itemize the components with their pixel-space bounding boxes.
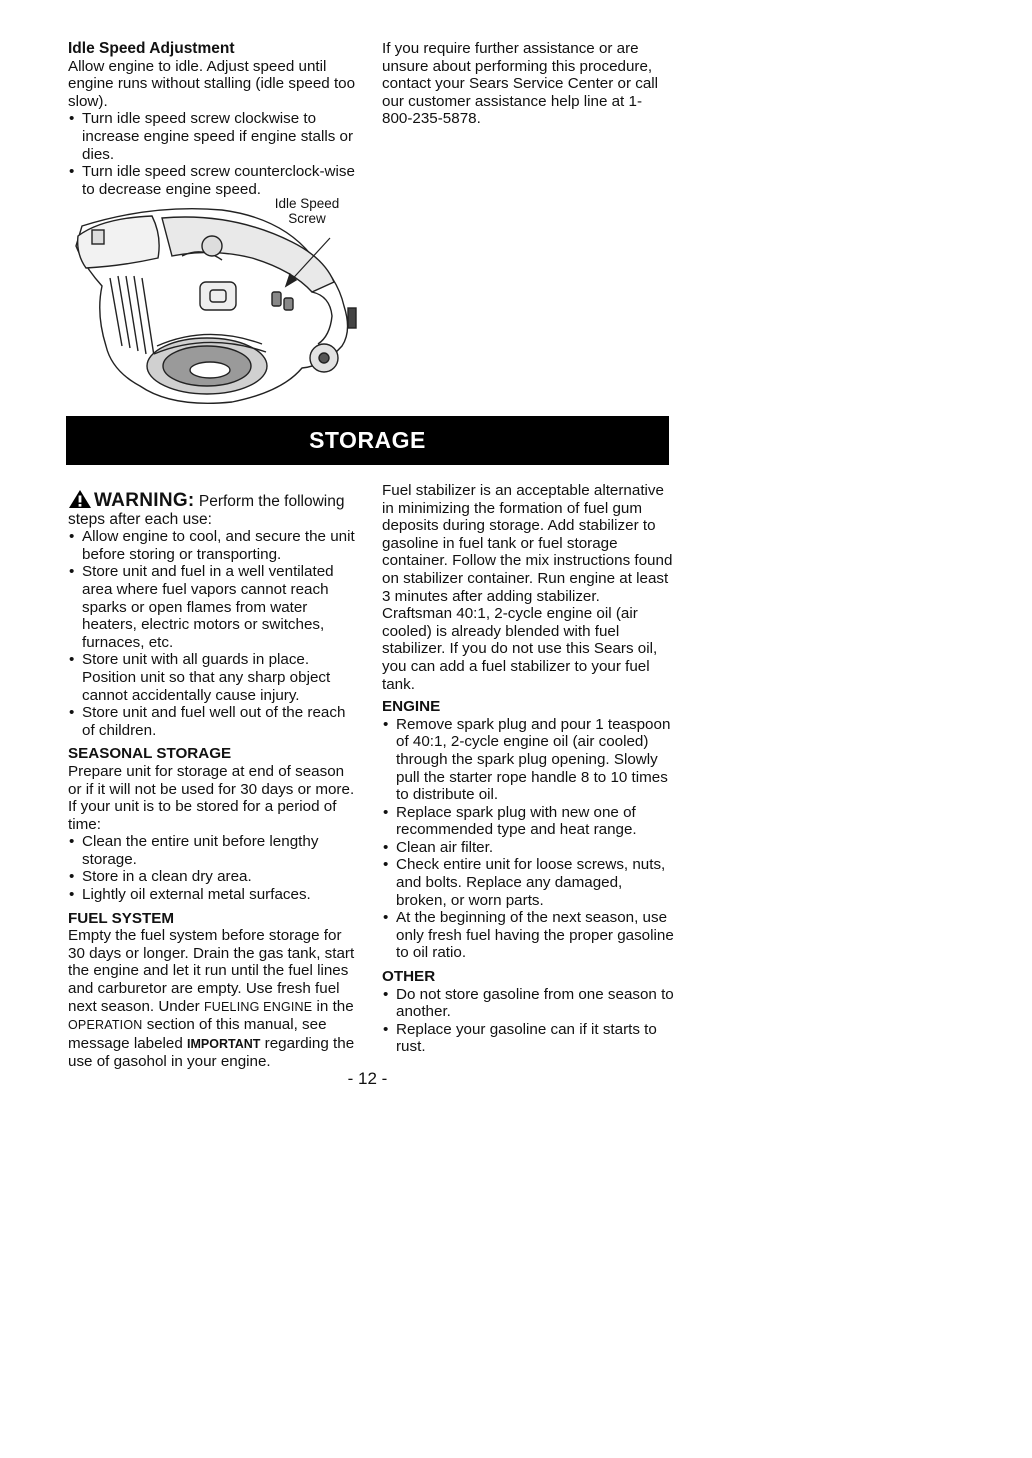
list-item: • Store unit and fuel well out of the reach of children.: [68, 704, 358, 739]
idle-speed-screw-label: [258, 196, 356, 226]
fuel-text-part: in the: [312, 997, 354, 1015]
fueling-engine-ref: FUELING ENGINE: [203, 999, 313, 1014]
warning-bullets: [68, 528, 358, 739]
list-item: • Allow engine to cool, and secure the unit before storing or transporting.: [68, 528, 358, 563]
seasonal-bullets: [68, 833, 358, 903]
engine-drawing-icon: [62, 196, 362, 411]
seasonal-storage-text: Prepare unit for storage at end of season or if it will not be used for 30 days or more. If your unit is to be stored for a period of time:: [68, 762, 355, 833]
engine-bullets: [382, 716, 674, 962]
section-title: STORAGE: [309, 427, 426, 453]
warning-paragraph: [68, 489, 358, 528]
storage-banner: [66, 416, 669, 465]
other-bullets: [382, 986, 674, 1056]
fuel-system-heading: FUEL SYSTEM: [68, 909, 175, 927]
fuel-text-part: regarding the use of gasohol in your engine.: [68, 1034, 355, 1071]
warning-word: WARNING:: [94, 490, 195, 511]
fuel-text-part: section of this manual, see message labeled: [68, 1016, 327, 1052]
operation-ref: OPERATION: [68, 1018, 143, 1033]
idle-speed-intro: Allow engine to idle. Adjust speed until engine runs without stalling (idle speed too slow).: [68, 57, 356, 110]
list-item: • Clean air filter.: [382, 839, 674, 857]
page-number: - 12 -: [347, 1069, 388, 1088]
list-item: • At the beginning of the next season, use only fresh fuel having the proper gasoline to oil ratio.: [382, 909, 674, 962]
craftsman-oil-text: Craftsman 40:1, 2-cycle engine oil (air cooled) is already blended with fuel stabilizer. If you do not use this Sears oil, you can add a fuel stabilizer to your fuel tank.: [382, 605, 658, 693]
assistance-text: If you require further assistance or are unsure about performing this procedure, contact your Sears Service Center or call our customer assistance help line at 1-800-235-5878.: [382, 40, 659, 128]
fuel-system-text: [68, 927, 358, 1071]
label-line: Idle Speed: [274, 196, 340, 211]
list-item: • Remove spark plug and pour 1 teaspoon of 40:1, 2-cycle engine oil (air cooled) through the spark plug opening. Slowly pull the starter rope handle 8 to 10 times to distribute oil.: [382, 716, 674, 804]
list-item: • Turn idle speed screw counterclock-wise to decrease engine speed.: [68, 163, 360, 198]
other-heading: OTHER: [382, 968, 436, 986]
seasonal-storage-heading: SEASONAL STORAGE: [68, 745, 232, 763]
fuel-text-part: Empty the fuel system before storage for 30 days or longer. Drain the gas tank, start the engine and let it run until the fuel lines and carburetor are empty. Use fresh fuel next season. Under: [68, 927, 355, 1015]
label-line: Screw: [288, 211, 326, 226]
list-item: • Store unit with all guards in place. Position unit so that any sharp object cannot accidentally cause injury.: [68, 651, 358, 704]
storage-right-column: [382, 482, 674, 1056]
stabilizer-text: Fuel stabilizer is an acceptable alternative in minimizing the formation of fuel gum deposits during storage. Add stabilizer to gasoline in fuel tank or fuel storage container. Follow the mix instructions found on stabilizer container. Run engine at least 3 minutes after adding stabilizer.: [382, 482, 673, 605]
list-item: • Replace spark plug with new one of recommended type and heat range.: [382, 804, 674, 839]
list-item: • Lightly oil external metal surfaces.: [68, 886, 358, 904]
engine-heading: ENGINE: [382, 698, 441, 716]
idle-speed-section: [68, 40, 360, 198]
list-item: • Clean the entire unit before lengthy storage.: [68, 833, 358, 868]
list-item: • Replace your gasoline can if it starts to rust.: [382, 1021, 674, 1056]
idle-speed-heading: Idle Speed Adjustment: [68, 40, 235, 57]
list-item: • Store in a clean dry area.: [68, 868, 358, 886]
idle-speed-bullets: [68, 110, 360, 198]
warning-icon: [68, 489, 92, 509]
storage-left-column: [68, 489, 358, 1071]
list-item: • Turn idle speed screw clockwise to increase engine speed if engine stalls or dies.: [68, 110, 360, 163]
engine-illustration: [62, 196, 362, 411]
list-item: • Store unit and fuel in a well ventilated area where fuel vapors cannot reach sparks or open flames from water heaters, electric motors or switches, furnaces, etc.: [68, 563, 358, 651]
assistance-section: [382, 40, 670, 128]
important-label: IMPORTANT: [187, 1036, 261, 1051]
list-item: • Do not store gasoline from one season to another.: [382, 986, 674, 1021]
warning-text: Perform the following steps after each use:: [68, 493, 345, 528]
list-item: • Check entire unit for loose screws, nuts, and bolts. Replace any damaged, broken, or worn parts.: [382, 856, 674, 909]
